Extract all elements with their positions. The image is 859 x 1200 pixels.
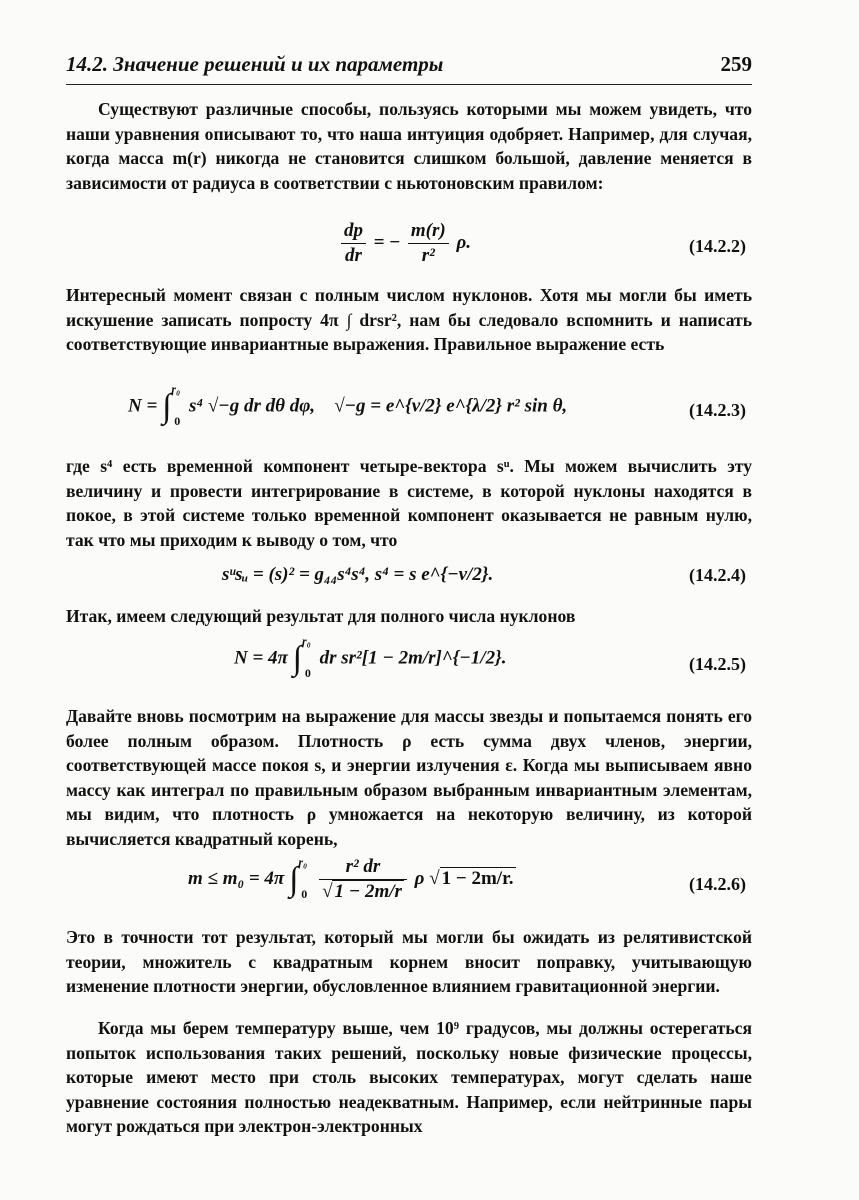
eq6-frac-denominator: 1 − 2m/r bbox=[334, 881, 402, 902]
eq2-rhs-numerator: m(r) bbox=[408, 220, 449, 244]
eq3-number: (14.2.3) bbox=[689, 400, 746, 420]
eq5-lower-limit: 0 bbox=[304, 666, 311, 681]
eq6-frac-numerator: r² dr bbox=[319, 856, 407, 880]
running-header bbox=[66, 50, 752, 85]
eq5-upper-limit: r₀ bbox=[302, 634, 311, 649]
paragraph-3: где s⁴ есть временной компонент четыре-вектора sᵘ. Мы можем вычислить эту величину и провести интегрирование в системе, в которой нуклоны находятся в покое, в этой системе только временной компонент оказывается не равным нулю, так что мы приходим к выводу о том, что bbox=[66, 456, 752, 550]
paragraph-4: Итак, имеем следующий результат для полного числа нуклонов bbox=[66, 606, 576, 626]
equation-14-2-4 bbox=[66, 562, 752, 592]
eq6-tail: ρ bbox=[414, 867, 425, 889]
eq6-number: (14.2.6) bbox=[689, 874, 746, 894]
eq2-tail: ρ. bbox=[456, 231, 472, 253]
paragraph-6: Это в точности тот результат, который мы могли бы ожидать из релятивистской теории, множитель с квадратным корнем вносит поправку, учитывающую изменение плотности энергии, обусловленное влиянием гравитационной энергии. bbox=[66, 927, 752, 997]
paragraph-5: Давайте вновь посмотрим на выражение для массы звезды и попытаемся понять его более полным образом. Плотность ρ есть сумма двух членов, энергии, соответствующей массе покоя s, и энергии излучения ε. Когда мы выписываем явно массу как интеграл по правильным образом выбранным инвариантным элементам, мы видим, что плотность ρ умножается на некоторую величину, из которой вычисляется квадратный корень, bbox=[66, 706, 752, 849]
eq6-tail-sqrt: 1 − 2m/r. bbox=[441, 867, 514, 889]
eq2-denominator: dr bbox=[345, 245, 362, 266]
equation-14-2-3: N = ∫$^{r_0}_0$ s⁴ √−g dr dθ dφ, √−g = e^{ν/2} e^{λ/2} r² sin θ, (14.2.3) bbox=[128, 382, 746, 429]
eq5-lhs: N = 4π bbox=[234, 647, 288, 669]
eq4-number: (14.2.4) bbox=[689, 565, 746, 585]
eq2-number: (14.2.2) bbox=[689, 236, 746, 256]
eq6-lhs: m ≤ m₀ = 4π bbox=[188, 867, 285, 889]
eq2-rhs-denominator: r² bbox=[421, 245, 435, 266]
section-title: 14.2. Значение решений и их параметры bbox=[66, 52, 444, 76]
eq6-upper-limit: r₀ bbox=[298, 854, 308, 869]
page-number: 259 bbox=[720, 52, 752, 76]
equation-14-2-5: N = 4π ∫$^{r_0}_0$ dr sr²[1 − 2m/r]^{−1/2}. (14.2.5) bbox=[234, 634, 746, 681]
eq3-lhs: N = bbox=[128, 395, 158, 417]
eq3-integrand: s⁴ √−g dr dθ dφ, bbox=[189, 395, 316, 417]
paragraph-1: Существуют различные способы, пользуясь которыми мы можем увидеть, что наши уравнения описывают то, что наша интуиция одобряет. Например, для случая, когда масса m(r) никогда не становится слишком большой, давление меняется в зависимости от радиуса в соответствии с ньютоновским правилом: bbox=[66, 99, 752, 193]
equation-14-2-2: $\frac{dp}{dr}$ = − $\frac{m(r)}{\text{r²}}$ ρ. (14.2.2) bbox=[66, 220, 752, 276]
paragraph-2: Интересный момент связан с полным числом нуклонов. Хотя мы могли бы иметь искушение записать попросту 4π ∫ drsr², нам бы следовало вспомнить и написать соответствующие инвариантные выражения. Правильное выражение есть bbox=[66, 285, 752, 355]
paragraph-7: Когда мы берем температуру выше, чем 10⁹ градусов, мы должны остерегаться попыток использования таких решений, поскольку новые физические процессы, которые имеют место при столь высоких температурах, могут сделать наше уравнение состояния полностью неадекватным. Например, если нейтринные пары могут рождаться при электрон-электронных bbox=[66, 1018, 752, 1137]
eq3-second: √−g = e^{ν/2} e^{λ/2} r² sin θ, bbox=[334, 395, 568, 417]
eq6-lower-limit: 0 bbox=[301, 886, 308, 901]
eq5-integrand: dr sr²[1 − 2m/r]^{−1/2}. bbox=[319, 647, 507, 669]
eq3-upper-limit: r₀ bbox=[171, 382, 181, 397]
eq5-number: (14.2.5) bbox=[689, 654, 746, 674]
eq4-formula: sᵘsᵤ = (s)² = g₄₄s⁴s⁴, s⁴ = s e^{−ν/2}. bbox=[222, 564, 494, 585]
eq2-numerator: dp bbox=[341, 220, 366, 244]
eq3-lower-limit: 0 bbox=[174, 414, 181, 429]
equation-14-2-6: m ≤ m₀ = 4π ∫$^{r_0}_0$ $\frac{\text{r² dr}}{√ 1 - 2m/r}$ ρ √ 1 − 2m/r. (14.2.6) bbox=[188, 854, 746, 902]
